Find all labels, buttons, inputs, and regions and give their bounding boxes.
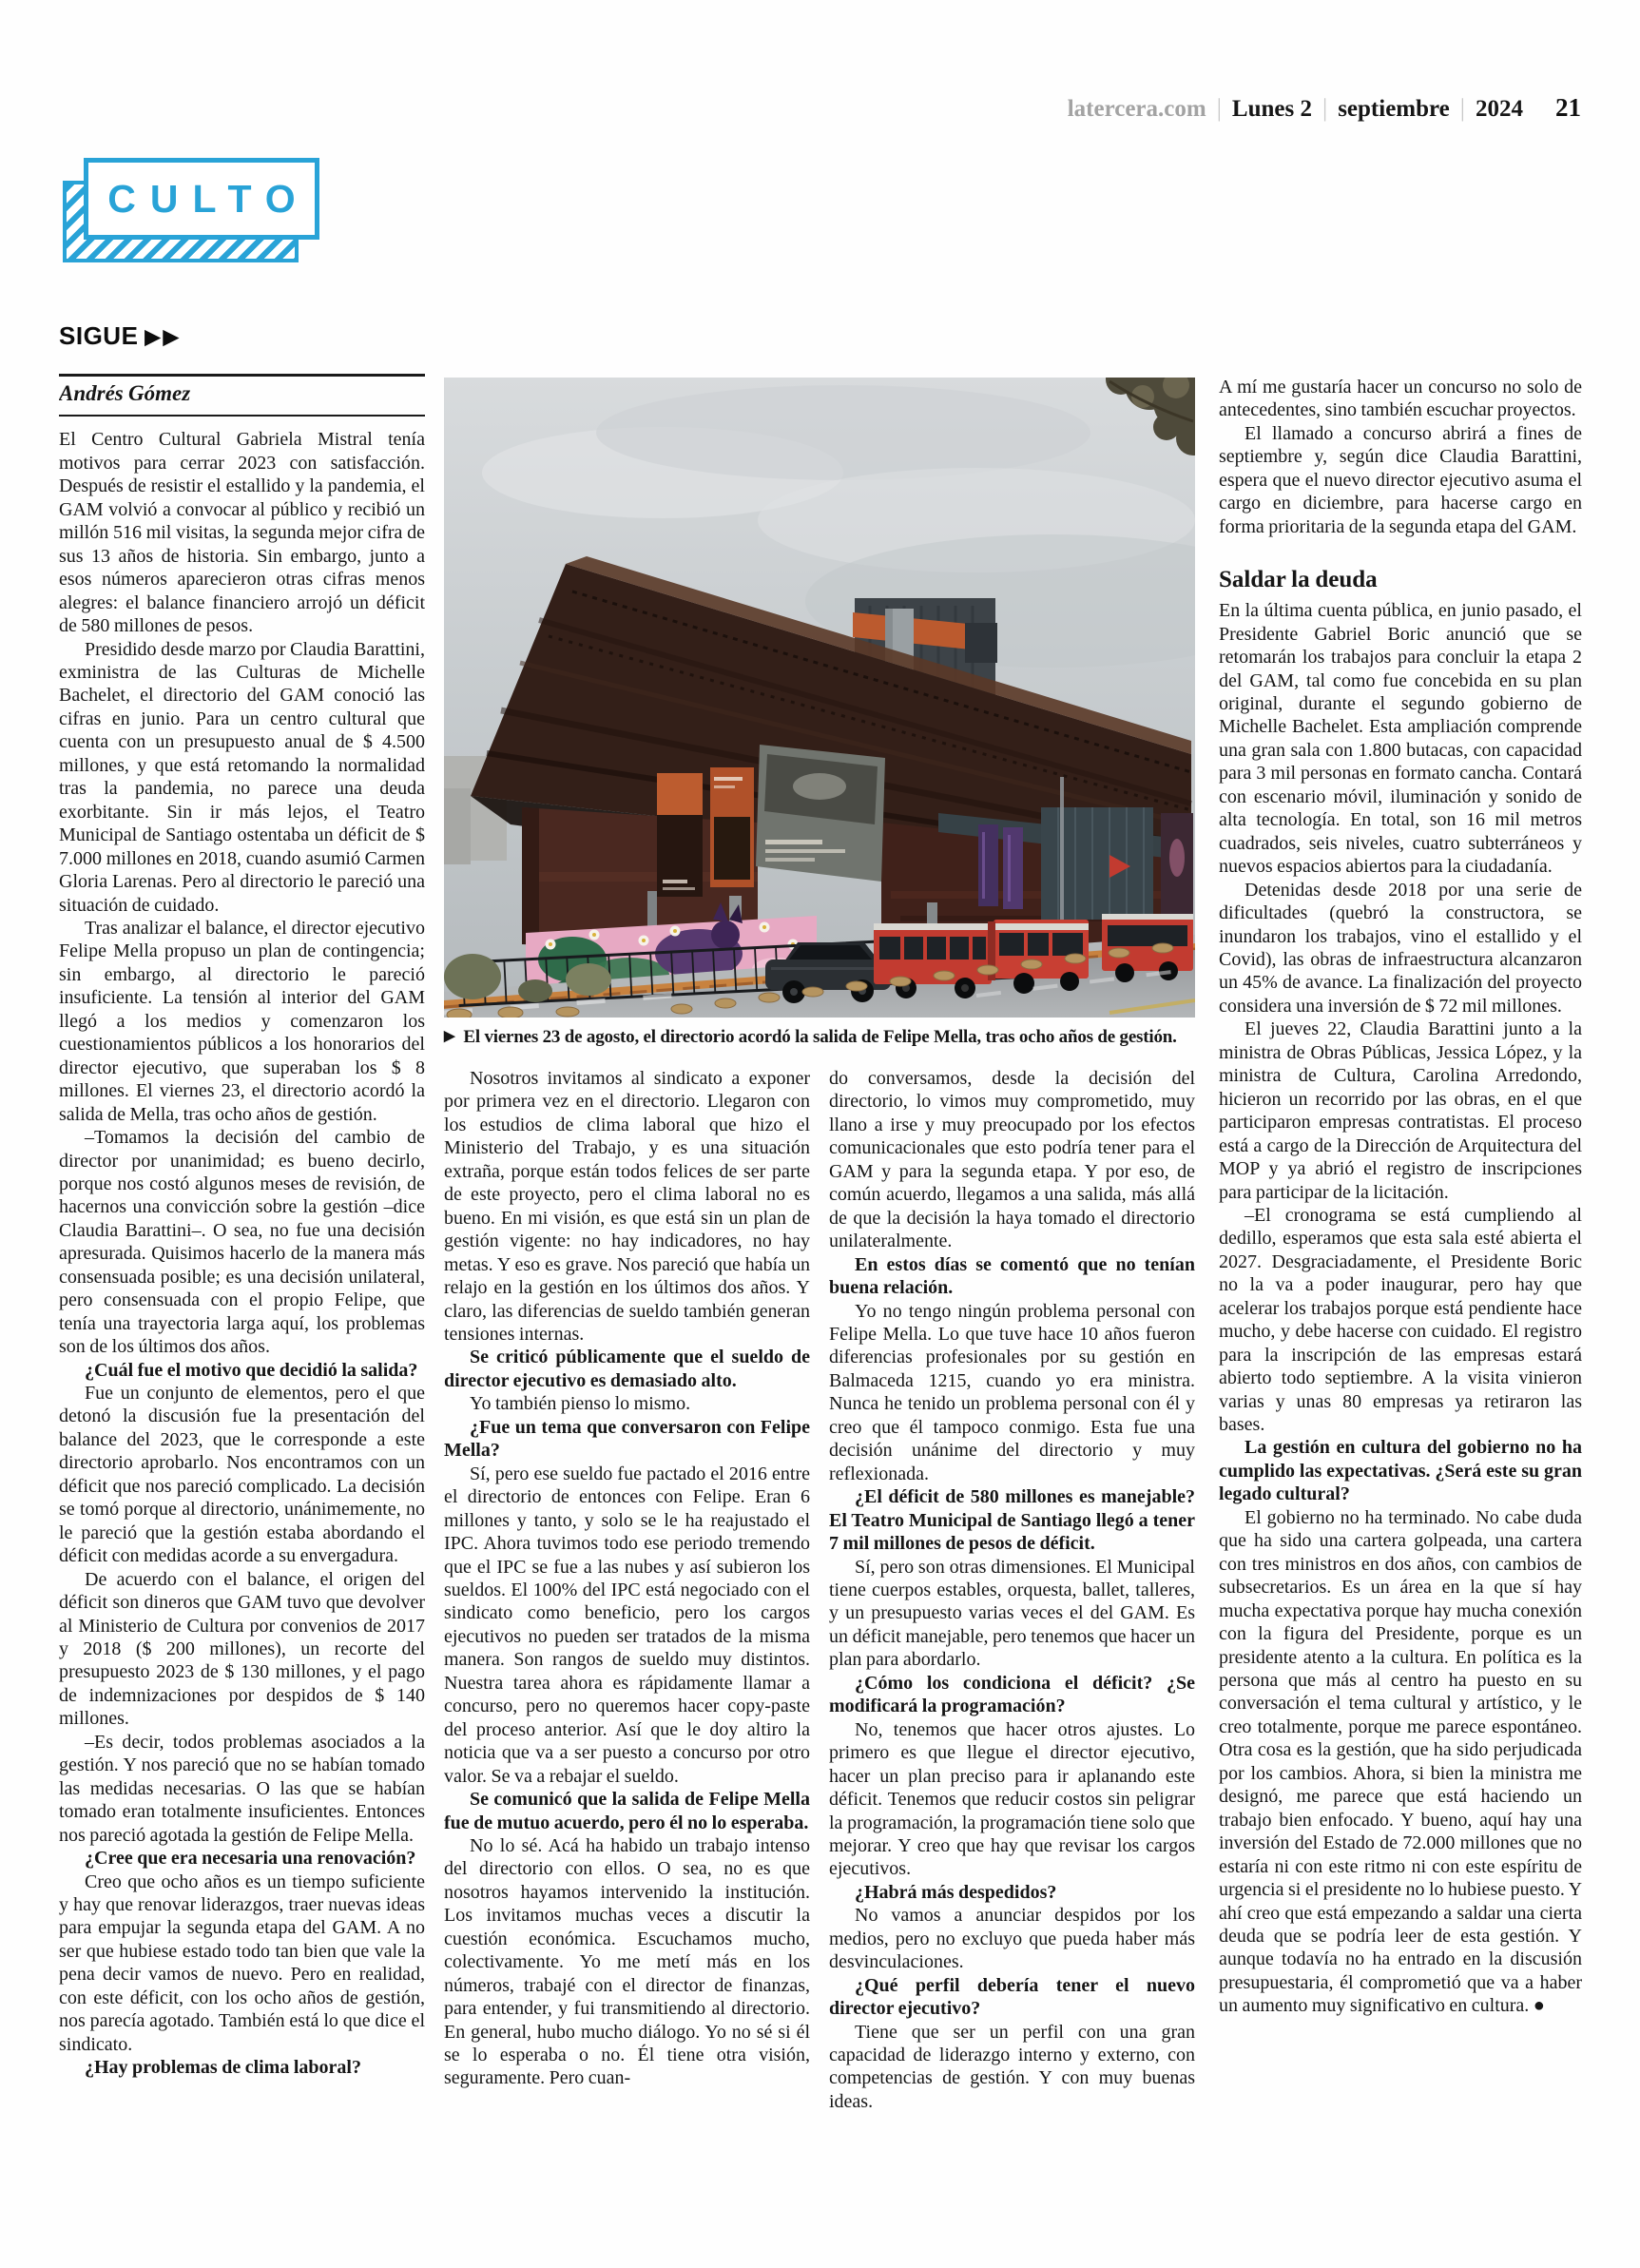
interview-question: ¿El déficit de 580 millones es manejable? El Teatro Municipal de Santiago llegó a tener 7 mil millones de pesos de déficit. bbox=[829, 1486, 1195, 1555]
article-paragraph: El Centro Cultural Gabriela Mistral tenía motivos para cerrar 2023 con satisfacción. Después de resistir el estallido y la pandemia, el GAM volvió a convocar al público y recibió un millón 516 mil visitas, la segunda mejor cifra de sus 13 años de historia. Sin embargo, junto a esos números aparecieron otras cifras menos alegres: el balance financiero arrojó un déficit de 580 millones de pesos. bbox=[59, 429, 425, 637]
interview-question: ¿Cómo los condiciona el déficit? ¿Se modificará la programación? bbox=[829, 1672, 1195, 1717]
header-separator: | bbox=[1459, 94, 1465, 122]
article-paragraph: El llamado a concurso abrirá a fines de septiembre y, según dice Claudia Barattini, espera que el nuevo director ejecutivo asuma el cargo en diciembre, para hacerse cargo en forma prioritaria de la segunda etapa del GAM. bbox=[1219, 422, 1582, 537]
interview-question: ¿Cuál fue el motivo que decidió la salida? bbox=[85, 1359, 418, 1381]
vertical-poster-dark bbox=[657, 773, 703, 897]
article-paragraph: Detenidas desde 2018 por una serie de dificultades (quebró la constructora, se inundaron los trabajos, vino el estallido y el Covid), las obras de infraestructura alcanzaron un 45% de avance. La finalización del proyecto considera una inversión de $ 72 mil millones. bbox=[1219, 879, 1582, 1017]
page-header bbox=[1068, 93, 1581, 123]
interview-question: ¿Habrá más despedidos? bbox=[855, 1881, 1057, 1903]
continuation-mark bbox=[59, 321, 182, 351]
article-paragraph: Nosotros invitamos al sindicato a exponer por primera vez en el directorio. Llegaron con los estudios de clima laboral que hizo el Ministerio del Trabajo, y es una situación extraña, porque están todos felices de ser parte de este proyecto, pero el clima laboral no es bueno. En mi visión, es que está sin un plan de gestión vigente: no hay indicadores, no hay metas. Y eso es grave. Nos pareció que había un relajo en la gestión en los últimos dos años. Y claro, las diferencias de sueldo también generan tensiones internas. bbox=[444, 1068, 810, 1345]
site-label: latercera.com bbox=[1067, 96, 1206, 122]
article-paragraph: Sí, pero ese sueldo fue pactado el 2016 entre el directorio de entonces con Felipe. Eran 6 millones y tanto, y solo se le ha reajustado el IPC. Ahora tuvimos todo ese periodo tremendo que el IPC se fue a las nubes y así subieron los sueldos. El 100% del IPC está negociado con el sindicato como beneficio, pero los cargos ejecutivos no pueden ser tratados de la misma manera. Son rangos de sueldo muy distintos. Nuestra tarea ahora es rápidamente llamar a concurso, pero no queremos hacer copy-paste del proceso anterior. Así que le doy altiro la noticia que va a ser puesto a concurso por otro valor. Se va a rebajar el sueldo. bbox=[444, 1463, 810, 1787]
header-date-month: septiembre bbox=[1338, 96, 1450, 122]
gam-building-photo bbox=[444, 378, 1195, 1018]
photo-caption bbox=[444, 1027, 1200, 1048]
article-paragraph: Tiene que ser un perfil con una gran capacidad de liderazgo interno y externo, con competencias de gestión. Y con muy buenas ideas. bbox=[829, 2021, 1195, 2112]
article-paragraph: No vamos a anunciar despidos por los medios, pero no excluyo que pueda haber más desvinculaciones. bbox=[829, 1905, 1195, 1973]
article-paragraph: –El cronograma se está cumpliendo al dedillo, esperamos que esta sala esté abierta el 2027. Desgraciadamente, el Presidente Boric no la va a poder inaugurar, pero hay que acelerar los trabajos porque está pendiente hace mucho, y debe hacerse con cuidado. El registro para la inscripción de las empresas estará abierto todo septiembre. A la visita vinieron varias y unas 80 empresas ya retiraron las bases. bbox=[1219, 1204, 1582, 1436]
vertical-poster-orange bbox=[710, 767, 754, 887]
purple-banner bbox=[1003, 827, 1023, 909]
caption-text: El viernes 23 de agosto, el directorio acordó la salida de Felipe Mella, tras ocho años de gestión. bbox=[463, 1027, 1177, 1047]
article-paragraph: Sí, pero son otras dimensiones. El Municipal tiene cuerpos estables, orquesta, ballet, talleres, y un presupuesto varias veces el del GAM. Es un déficit manejable, pero tenemos que hacer un plan para abordarlo. bbox=[829, 1556, 1195, 1671]
article-paragraph: Yo no tengo ningún problema personal con Felipe Mella. Lo que tuve hace 10 años fueron diferencias profesionales por su gestión en Balmaceda 1215, cuando yo era ministra. Nunca he tenido un problema personal con él y creo que él tampoco conmigo. Esta fue una decisión unánime del directorio y muy reflexionada. bbox=[829, 1300, 1195, 1484]
header-date-day: Lunes 2 bbox=[1231, 96, 1312, 122]
article-column-2 bbox=[444, 1067, 810, 2184]
interview-question: La gestión en cultura del gobierno no ha cumplido las expectativas. ¿Será este su gran legado cultural? bbox=[1219, 1437, 1582, 1505]
continuation-label: SIGUE bbox=[59, 321, 139, 350]
article-paragraph: De acuerdo con el balance, el origen del déficit son dineros que GAM tuvo que devolver al Ministerio de Cultura por convenios de 2017 y 2018 ($ 200 millones), un recorte del presupuesto 2023 de $ 130 millones, y el pago de indemnizaciones por despidos de $ 140 millones. bbox=[59, 1568, 425, 1730]
article-paragraph: Presidido desde marzo por Claudia Barattini, exministra de las Culturas de Michelle Bachelet, el directorio del GAM conoció las cifras en junio. Para un centro cultural que cuenta con un presupuesto anual de $ 4.500 millones, y que está retomando la normalidad tras la pandemia, no parece una deuda exorbitante. Sin ir más lejos, el Teatro Municipal de Santiago ostentaba un déficit de $ 7.000 millones en 2018, cuando asumió Carmen Gloria Larenas. Pero al directorio le pareció una situación de cuidado. bbox=[59, 638, 425, 916]
interview-question: Se criticó públicamente que el sueldo de director ejecutivo es demasiado alto. bbox=[444, 1347, 810, 1391]
header-separator: | bbox=[1322, 94, 1328, 122]
culto-section-logo bbox=[63, 158, 321, 262]
interview-question: ¿Hay problemas de clima laboral? bbox=[85, 2057, 361, 2079]
section-subhead: Saldar la deuda bbox=[1219, 567, 1378, 593]
article-paragraph: –Es decir, todos problemas asociados a la gestión. Y nos pareció que no se habían tomado las medidas necesarias. O las que se habían tomado eran totalmente insuficientes. Entonces nos pareció agotada la gestión de Felipe Mella. bbox=[59, 1731, 425, 1846]
article-paragraph: No, tenemos que hacer otros ajustes. Lo primero es que llegue el director ejecutivo, hacer un plan preciso para ir aplanando este déficit. Tenemos que reducir costos sin peligrar la programación, la programación tiene solo que mejorar. Y creo que hay que revisar los cargos ejecutivos. bbox=[829, 1718, 1195, 1880]
interview-question: ¿Qué perfil debería tener el nuevo director ejecutivo? bbox=[829, 1974, 1195, 2020]
byline bbox=[59, 374, 425, 417]
purple-banner bbox=[978, 824, 998, 906]
logo-wordmark: CULTO bbox=[107, 176, 310, 221]
article-paragraph: En la última cuenta pública, en junio pasado, el Presidente Gabriel Boric anunció que se retomarán los trabajos para concluir la etapa 2 del GAM, tal como fue concebida en su plan original, durante el segundo gobierno de Michelle Bachelet. Esta ampliación comprende una gran sala con 1.800 butacas, con capacidad para 3 mil personas en formato cancha. Contará con escenario móvil, iluminación y sonido de alta tecnología. En total, son 16 mil metros cuadrados, seis niveles, cuatro subterráneos y nuevos espacios abiertos para la ciudadanía. bbox=[1219, 600, 1582, 878]
caption-arrow-icon: ▶ bbox=[444, 1029, 455, 1044]
interview-question: ¿Cree que era necesaria una renovación? bbox=[85, 1848, 416, 1870]
article-paragraph: Tras analizar el balance, el director ejecutivo Felipe Mella propuso un plan de contingencia; sin embargo, al directorio le pareció insuficiente. La tensión al interior del GAM llegó a los medios y comenzaron los cuestionamientos públicos a los honorarios del director ejecutivo, que superaban los $ 8 millones. El viernes 23, el directorio acordó la salida de Mella, tras ocho años de gestión. bbox=[59, 917, 425, 1125]
logo-box bbox=[84, 158, 319, 240]
article-paragraph: Creo que ocho años es un tiempo suficiente y hay que renovar liderazgos, traer nuevas ideas para empujar la segunda etapa del GAM. A no ser que hubiese estado todo tan bien que vale la pena decir vamos de nuevo. Pero en realidad, con este déficit, con los ocho años de gestión, nos parecía agotado. También está lo que dice el sindicato. bbox=[59, 1871, 425, 2055]
article-paragraph: A mí me gustaría hacer un concurso no solo de antecedentes, sino también escuchar proyectos. bbox=[1219, 377, 1582, 421]
article-paragraph: El jueves 22, Claudia Barattini junto a la ministra de Obras Públicas, Jessica López, y la ministra de Cultura, Carolina Arredondo, hicieron un recorrido por las obras, en el que participaron empresas contratistas. El proceso está a cargo de la Dirección de Arquitectura del MOP y ya abrió el registro de inscripciones para participar de la licitación. bbox=[1219, 1018, 1582, 1203]
interview-question: ¿Fue un tema que conversaron con Felipe Mella? bbox=[444, 1416, 810, 1462]
article-paragraph: No lo sé. Acá ha habido un trabajo intenso del directorio con ellos. O sea, no es que nosotros hayamos intervenido la institución. Los invitamos muchas veces a discutir la cuestión económica. Escuchamos mucho, colectivamente. Yo me metí más en los números, trabajé con el director de finanzas, para entender, y fui transmitiendo al directorio. En general, hubo mucho diálogo. Yo no sé si él se lo esperaba o no. Él tiene otra visión, seguramente. Pero cuan- bbox=[444, 1834, 810, 2089]
article-paragraph: Yo también pienso lo mismo. bbox=[470, 1393, 691, 1415]
article-paragraph: Fue un conjunto de elementos, pero el que detonó la discusión fue la presentación del balance del 2023, que le corresponde a este directorio aprobarlo. Nos encontramos con un déficit que nos pareció complicado. La decisión se tomó porque al directorio, unánimemente, no le pareció que la gestión estaba abordando el déficit con medidas acorde a su envergadura. bbox=[59, 1383, 425, 1567]
gam-building-illustration bbox=[444, 378, 1195, 1018]
article-paragraph: El gobierno no ha terminado. No cabe duda que ha sido una cartera golpeada, una cartera con tres ministros en dos años, con cambios de subsecretarios. Es un área en la que sí hay mucha expectativa porque hay mucha conexión con la figura del Presidente, porque es un presidente atento a la cultura. En política es la persona que más al centro ha puesto en su conversación el tema cultural y artístico, y le creo totalmente, porque me parece espontáneo. Otra cosa es la gestión, que ha sido perjudicada por los cambios. Ahora, si bien la ministra me designó, me parece que está haciendo un trabajo bien enfocado. Y bueno, aquí hay una inversión del Estado de 72.000 millones que no estaría ni con este ritmo ni con este espíritu de urgencia si el presidente no lo hubiese puesto. Y ahí creo que está empezando a saldar una cierta deuda que se podría leer de esta gestión. Y aunque todavía no ha entrado en la discusión presupuestaria, él comprometió que va a haber un aumento muy significativo en cultura. ● bbox=[1219, 1506, 1582, 2017]
interview-question: Se comunicó que la salida de Felipe Mella fue de mutuo acuerdo, pero él no lo esperaba. bbox=[444, 1789, 810, 1833]
interview-question: En estos días se comentó que no tenían buena relación. bbox=[829, 1253, 1195, 1299]
article-column-4 bbox=[1219, 376, 1582, 2182]
article-paragraph: –Tomamos la decisión del cambio de director por unanimidad; es bueno decirlo, porque nos costó algunos meses de revisión, de hacernos una convicción sobre la gestión –dice Claudia Barattini–. O sea, no fue una decisión apresurada. Quisimos hacerlo de la manera más consensuada posible; es una decisión unilateral, pero consensuada con el propio Felipe, que tenía una trayectoria larga aquí, los problemas son de los últimos dos años. bbox=[59, 1127, 425, 1358]
header-separator: | bbox=[1216, 94, 1222, 122]
article-paragraph: do conversamos, desde la decisión del directorio, lo vimos muy comprometido, muy llano a irse y muy preocupado por los efectos comunicacionales que esto podría tener para el GAM y para la segunda etapa. Y por eso, de común acuerdo, llegamos a una salida, más allá de que la decisión la haya tomado el directorio unilateralmente. bbox=[829, 1068, 1195, 1252]
forward-arrows-icon: ▶▶ bbox=[145, 326, 182, 348]
article-column-3 bbox=[829, 1067, 1195, 2184]
page-number: 21 bbox=[1555, 93, 1581, 122]
header-date-year: 2024 bbox=[1476, 96, 1523, 122]
billboard bbox=[756, 745, 885, 882]
article-column-1 bbox=[59, 374, 425, 2181]
author-name: Andrés Gómez bbox=[59, 381, 191, 405]
